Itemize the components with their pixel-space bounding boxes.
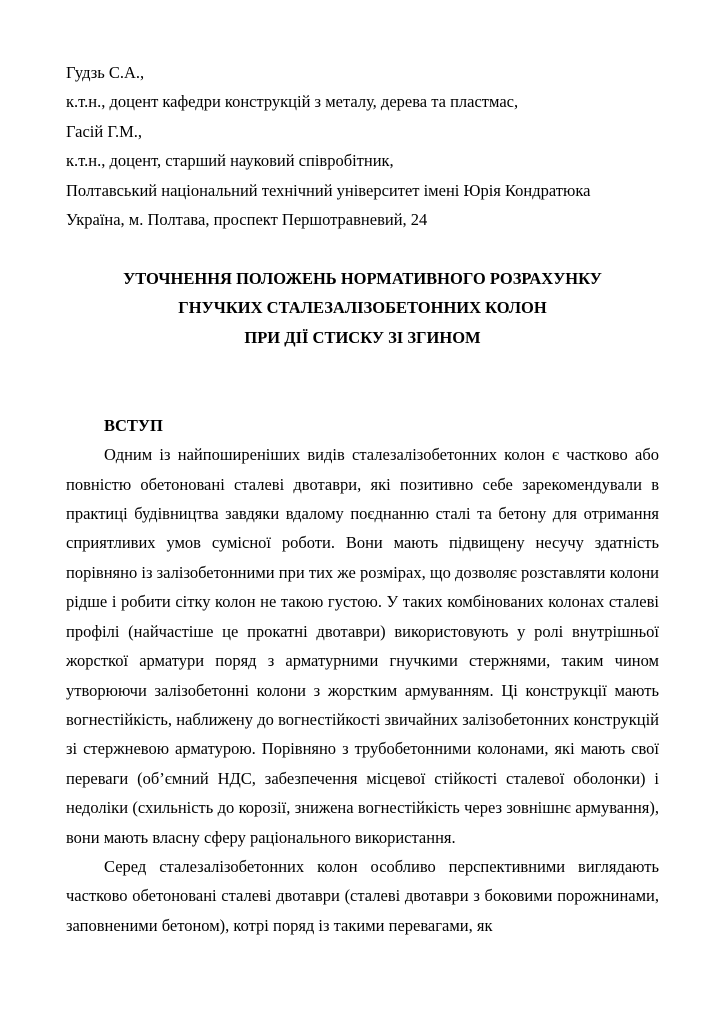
body-text [66, 440, 659, 940]
address-line: Україна, м. Полтава, проспект Першотравневий, 24 [66, 210, 428, 230]
body-paragraph: Одним із найпоширеніших видів сталезалізобетонних колон є частково або повністю обетоновані сталеві двотаври, які позитивно себе зарекомендували в практиці будівництва завдяки вдалому поєднанню сталі та бетону для отримання сприятливих умов сумісної роботи. Вони мають підвищену несучу здатність порівняно із залізобетонними при тих же розмірах, що дозволяє розставляти колони рідше і робити сітку колон не такою густою. У таких комбінованих колонах сталеві профілі (найчастіше це прокатні двотаври) використовують у ролі внутрішньої жорсткої арматури поряд з арматурними гнучкими стержнями, таким чином утворюючи залізобетонні колони з жорстким армуванням. Ці конструкції мають вогнестійкість, наближену до вогнестійкості звичайних залізобетонних конструкцій зі стержневою арматурою. Порівняно з трубобетонними колонами, які мають свої переваги (об’ємний НДС, забезпечення місцевої стійкості сталевої оболонки) і недоліки (схильність до корозії, знижена вогнестійкість через зовнішнє армування), вони мають власну сферу раціонального використання. [66, 445, 659, 847]
page-title-line: ПРИ ДІЇ СТИСКУ ЗІ ЗГИНОМ [244, 327, 481, 347]
body-paragraph: Серед сталезалізобетонних колон особливо перспективними виглядають частково обетоновані сталеві двотаври (сталеві двотаври з боковими порожнинами, заповненими бетоном), котрі поряд із такими перевагами, як [66, 856, 659, 935]
authors-block [66, 58, 659, 234]
page-title-line: УТОЧНЕННЯ ПОЛОЖЕНЬ НОРМАТИВНОГО РОЗРАХУНКУ [123, 268, 602, 288]
section-heading: ВСТУП [104, 415, 163, 435]
author-name: Гасій Г.М., [66, 121, 143, 141]
page-title [66, 264, 659, 352]
author-name: Гудзь С.А., [66, 63, 145, 82]
author-affiliation: к.т.н., доцент кафедри конструкцій з металу, дерева та пластмас, [66, 92, 519, 112]
author-affiliation: к.т.н., доцент, старший науковий співробітник, [66, 151, 394, 171]
page-title-line: ГНУЧКИХ СТАЛЕЗАЛІЗОБЕТОННИХ КОЛОН [178, 298, 547, 318]
institution-line: Полтавський національний технічний університет імені Юрія Кондратюка [66, 180, 591, 200]
